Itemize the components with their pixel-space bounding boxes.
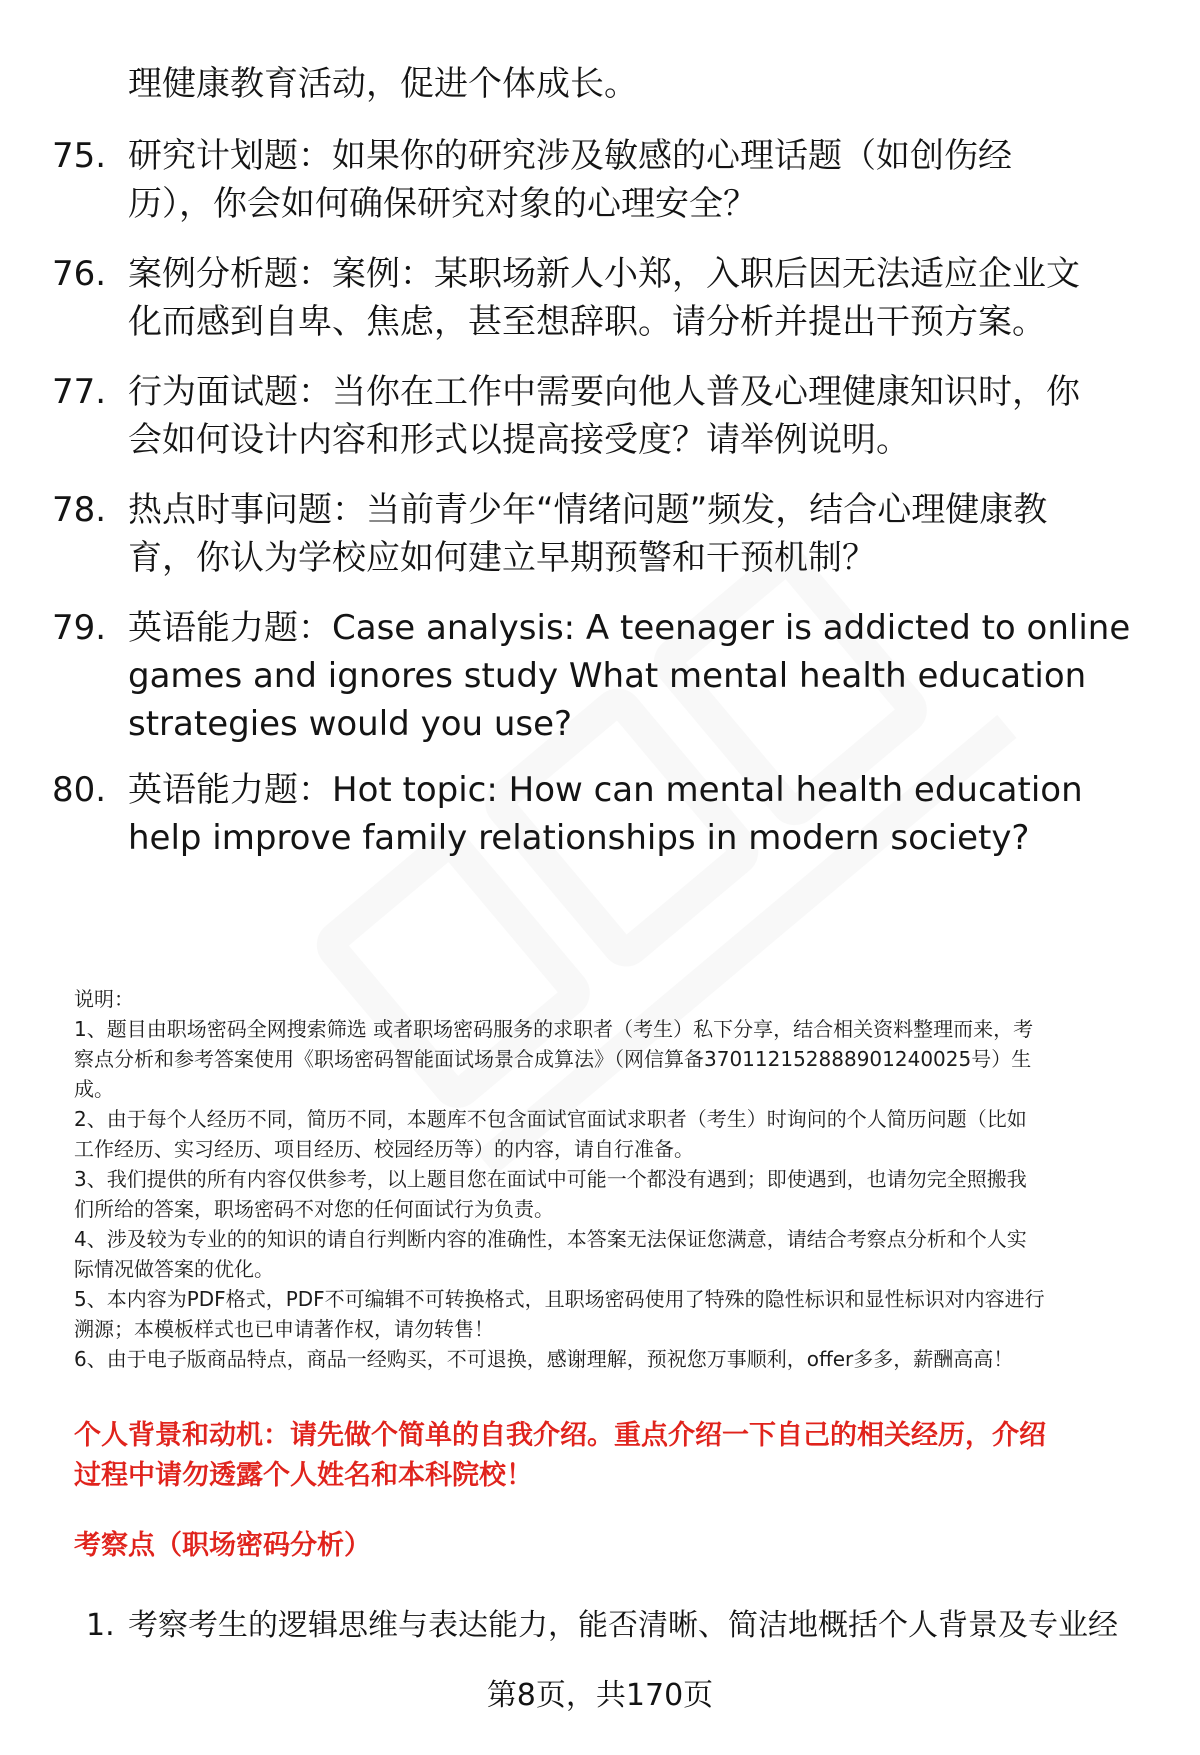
intro-question <box>74 1416 1164 1496</box>
analysis-heading: 考察点（职场密码分析） <box>74 1530 371 1561</box>
notes-line: 5、本内容为PDF格式，PDF不可编辑不可转换格式，且职场密码使用了特殊的隐性标识和显性标识对内容进行 <box>74 1287 1045 1311</box>
question-text <box>128 486 1198 582</box>
question-number: 77. <box>52 372 107 412</box>
notes-line: 们所给的答案，职场密码不对您的任何面试行为负责。 <box>74 1197 554 1221</box>
question-line: 英语能力题：Hot topic: How can mental health education <box>128 770 1083 810</box>
question-line: help improve family relationships in modern society? <box>128 818 1030 858</box>
notes-title: 说明： <box>74 987 134 1011</box>
question-line: 案例分析题：案例：某职场新人小郑，入职后因无法适应企业文 <box>128 254 1080 294</box>
notes-line: 4、涉及较为专业的的知识的请自行判断内容的准确性，本答案无法保证您满意，请结合考察点分析和个人实 <box>74 1227 1027 1251</box>
question-line: 历），你会如何确保研究对象的心理安全？ <box>128 184 757 224</box>
question-line: 研究计划题：如果你的研究涉及敏感的心理话题（如创伤经 <box>128 136 1012 176</box>
question-number: 76. <box>52 254 107 294</box>
notes-line: 1、题目由职场密码全网搜索筛选 或者职场密码服务的求职者（考生）私下分享，结合相关资料整理而来，考 <box>74 1017 1034 1041</box>
notes-line: 工作经历、实习经历、项目经历、校园经历等）的内容，请自行准备。 <box>74 1137 694 1161</box>
notes-section <box>74 984 1164 1374</box>
notes-line: 6、由于电子版商品特点，商品一经购买，不可退换，感谢理解，预祝您万事顺利，offer多多，薪酬高高！ <box>74 1347 1014 1371</box>
question-number: 80. <box>52 770 107 810</box>
analysis-point-number: 1. <box>86 1608 115 1643</box>
notes-line: 成。 <box>74 1077 114 1101</box>
question-number: 79. <box>52 608 107 648</box>
notes-line: 溯源；本模板样式也已申请著作权，请勿转售！ <box>74 1317 494 1341</box>
intro-question-line: 过程中请勿透露个人姓名和本科院校！ <box>74 1460 533 1491</box>
question-number: 75. <box>52 136 107 176</box>
notes-line: 3、我们提供的所有内容仅供参考，以上题目您在面试中可能一个都没有遇到；即使遇到，也请勿完全照搬我 <box>74 1167 1027 1191</box>
question-line: games and ignores study What mental health education <box>128 656 1087 696</box>
question-line: 行为面试题：当你在工作中需要向他人普及心理健康知识时，你 <box>128 372 1080 412</box>
intro-question-line: 个人背景和动机：请先做个简单的自我介绍。重点介绍一下自己的相关经历，介绍 <box>74 1420 1046 1451</box>
question-continuation: 理健康教育活动，促进个体成长。 <box>128 64 638 104</box>
analysis-point-text: 考察考生的逻辑思维与表达能力，能否清晰、简洁地概括个人背景及专业经 <box>128 1608 1118 1643</box>
question-number: 78. <box>52 490 107 530</box>
question-line: 化而感到自卑、焦虑，甚至想辞职。请分析并提出干预方案。 <box>128 302 1046 342</box>
question-text <box>128 132 1198 228</box>
question-line: strategies would you use? <box>128 704 573 744</box>
analysis-point <box>86 1606 1118 1646</box>
question-text <box>128 250 1198 346</box>
question-text <box>128 604 1198 748</box>
question-line: 育，你认为学校应如何建立早期预警和干预机制？ <box>128 538 876 578</box>
question-line: 英语能力题：Case analysis: A teenager is addicted to online <box>128 608 1131 648</box>
page-number: 第8页，共170页 <box>486 1678 714 1713</box>
notes-line: 际情况做答案的优化。 <box>74 1257 274 1281</box>
notes-line: 2、由于每个人经历不同，简历不同，本题库不包含面试官面试求职者（考生）时询问的个人简历问题（比如 <box>74 1107 1027 1131</box>
question-text <box>128 766 1198 862</box>
question-line: 会如何设计内容和形式以提高接受度？请举例说明。 <box>128 420 910 460</box>
question-line: 热点时事问题：当前青少年“情绪问题”频发，结合心理健康教 <box>128 490 1048 530</box>
question-text <box>128 368 1198 464</box>
notes-line: 察点分析和参考答案使用《职场密码智能面试场景合成算法》（网信算备370112152888901240025号）生 <box>74 1047 1032 1071</box>
